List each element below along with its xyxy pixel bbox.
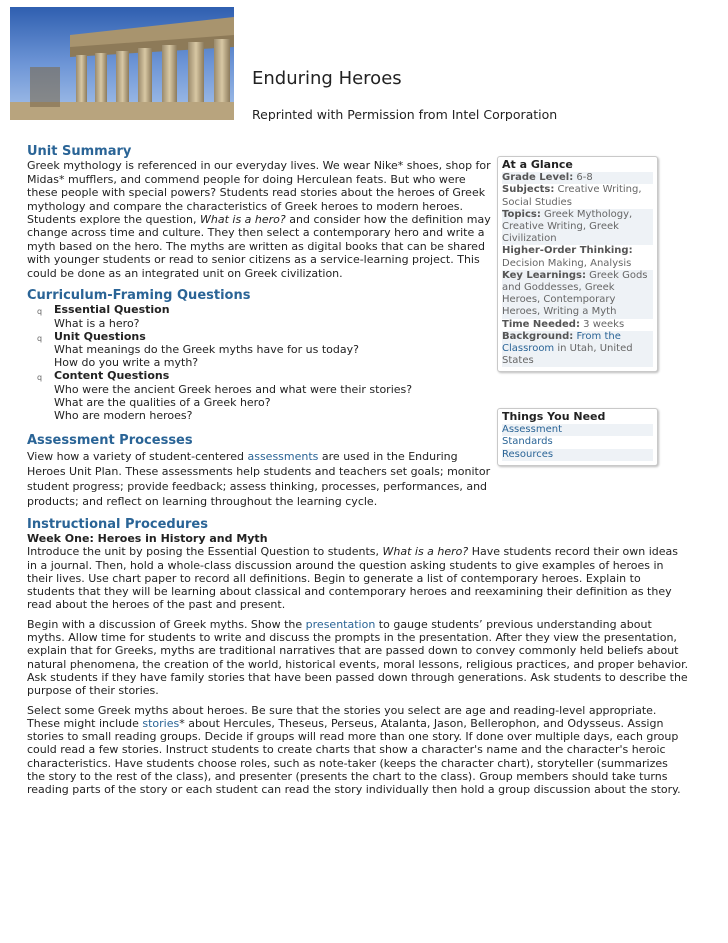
cfq-question: Who were the ancient Greek heroes and what were their stories? <box>54 382 413 396</box>
topics: Topics: Greek Mythology, Creative Writing, Greek Civilization <box>502 209 653 246</box>
at-a-glance-box <box>497 156 658 372</box>
stories-link[interactable]: stories <box>142 716 180 730</box>
at-a-glance-body <box>498 172 657 371</box>
left-column <box>27 145 492 509</box>
cfq-question: What meanings do the Greek myths have for us today? <box>54 343 359 357</box>
cfq-question: Who are modern heroes? <box>54 409 193 423</box>
cfq-list <box>27 303 492 422</box>
week-heading: Week One: Heroes in History and Myth <box>27 532 268 545</box>
assessments-link[interactable]: assessments <box>247 449 319 463</box>
page-title: Enduring Heroes <box>252 68 402 89</box>
standards-link[interactable]: Standards <box>502 436 553 448</box>
instruction-paragraph-3: Select some Greek myths about heroes. Be sure that the stories you select are age and reading-level appropriate. These might include stories* about Hercules, Theseus, Perseus, Atalanta, Jason, Bellerophon, and Odysseus. Assign stories to small reading groups. Decide if groups will read more than one story. If done over multiple days, each group could read a few stories. Instruct students to create charts that show a character's name and the character's heroic characteristics. Have students choose roles, such as note-taker (keeps the character chart), storyteller (summarizes the story to the rest of the class), and presenter (presents the chart to the class). Group members should take turns reading parts of the story or each student can read the story individually then hold a group discussion about the story. <box>27 703 681 797</box>
instructional-section <box>27 518 689 797</box>
cfq-group-unit: q Unit Questions What meanings do the Greek myths have for us today? How do you write a myth? <box>37 329 359 370</box>
things-you-need-box <box>497 408 658 466</box>
resources-link[interactable]: Resources <box>502 449 653 461</box>
bullet-icon: q <box>37 307 43 317</box>
grade-level: Grade Level: 6-8 <box>502 172 653 184</box>
assessment-text: View how a variety of student-centered assessments are used in the Enduring Heroes Unit Plan. These assessments help students and teachers set goals; monitor student progress; provide feedback; assess thinking, processes, performances, and products; and reflect on learning throughout the learning cycle. <box>27 449 491 508</box>
presentation-link[interactable]: presentation <box>305 617 376 631</box>
key-learnings: Key Learnings: Greek Gods and Goddesses, Greek Heroes, Contemporary Heroes, Writing a Myth <box>502 270 653 319</box>
bullet-icon: q <box>37 373 43 383</box>
unit-summary-text: Greek mythology is referenced in our everyday lives. We wear Nike* shoes, shop for Midas* mufflers, and commend people for doing Herculean feats. But who were these people with special powers? Students read stories about the heroes of Greek mythology and compare the characteristics of Greek heroes to modern heroes. Students explore the question, What is a hero? and consider how the definition may change across time and culture. They then select a contemporary hero and write a myth based on the hero. The myths are written as digital books that can be shared with younger students or read to senior citizens as a service-learning project. This could be done as an integrated unit on Greek civilization. <box>27 159 491 280</box>
cfq-heading: Curriculum-Framing Questions <box>27 288 251 304</box>
cfq-question: What is a hero? <box>54 316 140 330</box>
permission-note: Reprinted with Permission from Intel Corporation <box>252 107 558 121</box>
things-you-need-heading: Things You Need <box>502 410 606 423</box>
things-you-need-list <box>498 424 657 465</box>
instructional-heading: Instructional Procedures <box>27 516 208 532</box>
instruction-paragraph-2: Begin with a discussion of Greek myths. Show the presentation to gauge students’ previous understanding about myths. Allow time for students to write and discuss the prompts in the presentation. After they view the presentation, explain that for Greeks, myths are traditional narratives that are passed down to convey commonly held beliefs about natural phenomena, the creation of the world, historical events, moral lessons, religious practices, and proper behavior. Ask students if they have family stories that have been passed down through generations. Ask students to describe the purpose of their stories. <box>27 617 689 698</box>
bullet-icon: q <box>37 333 43 343</box>
higher-order-thinking: Higher-Order Thinking: Decision Making, Analysis <box>502 245 633 269</box>
subjects: Subjects: Creative Writing, Social Studies <box>502 184 642 208</box>
from-the-classroom-link[interactable]: From the Classroom <box>502 330 621 355</box>
cfq-group-content: q Content Questions Who were the ancient Greek heroes and what were their stories? What are the qualities of a Greek hero? Who are modern heroes? <box>37 369 413 423</box>
cfq-question: What are the qualities of a Greek hero? <box>54 395 271 409</box>
assessment-heading: Assessment Processes <box>27 433 193 449</box>
at-a-glance-heading: At a Glance <box>502 158 573 171</box>
unit-summary-heading: Unit Summary <box>27 144 132 159</box>
cfq-group-essential: q Essential Question What is a hero? <box>37 303 170 330</box>
background: Background: From the Classroom in Utah, United States <box>502 331 653 368</box>
assessment-link[interactable]: Assessment <box>502 424 653 436</box>
cfq-question: How do you write a myth? <box>54 356 199 370</box>
parthenon-image <box>10 7 234 120</box>
instruction-paragraph-1: Introduce the unit by posing the Essential Question to students, What is a hero? Have students record their own ideas in a journal. Then, hold a whole-class discussion around the question asking students to give examples of heroes in their lives. Use chart paper to record all definitions. Begin to generate a list of contemporary heroes. Explain to students that they will be learning about classical and contemporary heroes and reexamining their definition as they read about the heroes of the past and present. <box>27 545 679 612</box>
time-needed: Time Needed: 3 weeks <box>502 318 625 330</box>
parthenon-photo <box>10 7 234 120</box>
